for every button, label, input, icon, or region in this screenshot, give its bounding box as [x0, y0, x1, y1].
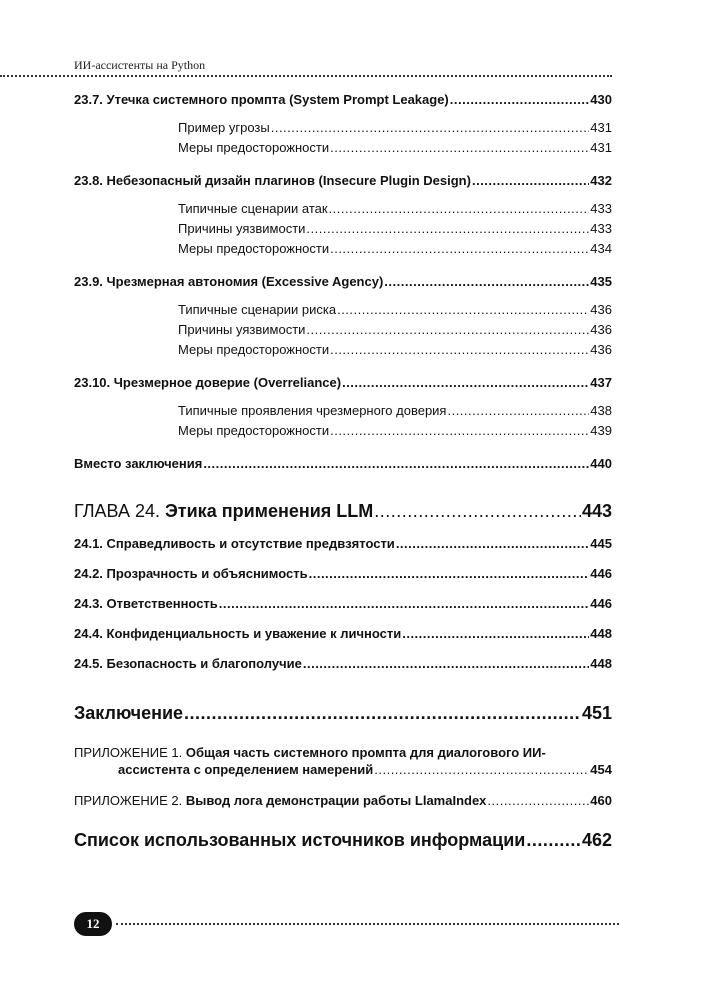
toc-entry-title: 24.2. Прозрачность и объяснимость — [74, 566, 308, 581]
dot-leader — [306, 322, 589, 338]
page-number-badge: 12 — [74, 912, 112, 936]
toc-appendix-1[interactable] — [74, 744, 612, 778]
appendix-1-prefix: ПРИЛОЖЕНИЕ 1. — [74, 745, 186, 760]
toc-entry-page: 437 — [590, 375, 612, 390]
dot-leader — [330, 423, 589, 439]
toc-subsection[interactable] — [178, 403, 612, 419]
toc-entry-title: Причины уязвимости — [178, 322, 306, 337]
toc-entry-title: Меры предосторожности — [178, 342, 330, 357]
toc-chapter-24[interactable] — [74, 500, 612, 522]
dot-leader — [396, 536, 589, 552]
dot-leader — [447, 403, 589, 419]
toc-entry-title: 24.5. Безопасность и благополучие — [74, 656, 302, 671]
conclusion-page: 451 — [581, 703, 612, 723]
dot-leader — [374, 500, 581, 522]
toc-chapter-24-sections — [74, 536, 612, 672]
dot-leader — [330, 241, 589, 257]
toc-entry-title: Типичные сценарии атак — [178, 201, 328, 216]
appendix-1-title-line1: Общая часть системного промпта для диалогового ИИ- — [185, 745, 546, 760]
toc-subsection[interactable] — [178, 423, 612, 439]
table-of-contents — [74, 92, 612, 851]
toc-section[interactable] — [74, 656, 612, 672]
footer-divider — [116, 923, 619, 925]
appendix-2-prefix: ПРИЛОЖЕНИЕ 2. — [74, 793, 186, 808]
toc-entry-title: Пример угрозы — [178, 120, 270, 135]
toc-entry-page: 448 — [590, 656, 612, 671]
toc-entry-title: Типичные сценарии риска — [178, 302, 337, 317]
page-footer — [74, 912, 619, 936]
toc-section[interactable] — [74, 596, 612, 612]
toc-entry-page: 435 — [590, 274, 612, 289]
dot-leader — [303, 656, 589, 672]
toc-entry-title: 23.8. Небезопасный дизайн плагинов (Insecure Plugin Design) — [74, 173, 471, 188]
appendix-1-page: 454 — [590, 762, 612, 777]
dot-leader — [306, 221, 589, 237]
toc-entry-title: 23.10. Чрезмерное доверие (Overreliance) — [74, 375, 342, 390]
toc-entry-title: Меры предосторожности — [178, 140, 330, 155]
toc-section[interactable] — [74, 456, 612, 472]
toc-subsection[interactable] — [178, 140, 612, 156]
dot-leader — [309, 566, 590, 582]
chapter-prefix: ГЛАВА 24. — [74, 501, 165, 521]
dot-leader — [402, 626, 589, 642]
toc-entry-page: 433 — [590, 201, 612, 216]
toc-entry-page: 436 — [590, 322, 612, 337]
toc-entry-title: 24.1. Справедливость и отсутствие предвзятости — [74, 536, 395, 551]
dot-leader — [472, 173, 589, 189]
appendix-2-title: Вывод лога демонстрации работы LlamaIndex — [185, 793, 487, 808]
chapter-title: Этика применения LLM — [165, 501, 374, 521]
running-head: ИИ-ассистенты на Python — [74, 58, 206, 72]
toc-section[interactable] — [74, 566, 612, 582]
toc-entry-title: 23.9. Чрезмерная автономия (Excessive Agency) — [74, 274, 384, 289]
toc-section[interactable] — [74, 626, 612, 642]
toc-section[interactable] — [74, 173, 612, 189]
sources-title: Список использованных источников информации — [74, 830, 526, 850]
toc-entry-page: 448 — [590, 626, 612, 641]
toc-entry-page: 446 — [590, 566, 612, 581]
dot-leader — [384, 274, 589, 290]
toc-section[interactable] — [74, 274, 612, 290]
dot-leader — [329, 201, 590, 217]
dot-leader — [203, 456, 589, 472]
toc-entry-page: 440 — [590, 456, 612, 471]
toc-entry-page: 433 — [590, 221, 612, 236]
toc-appendix-2[interactable] — [74, 792, 612, 809]
toc-section[interactable] — [74, 375, 612, 391]
toc-section[interactable] — [74, 92, 612, 108]
sources-page: 462 — [581, 830, 612, 850]
toc-sources[interactable] — [74, 829, 612, 851]
toc-part-23 — [74, 92, 612, 472]
toc-section[interactable] — [74, 536, 612, 552]
dot-leader — [374, 761, 589, 778]
dot-leader — [184, 702, 581, 724]
toc-subsection[interactable] — [178, 221, 612, 237]
toc-entry-title: 24.4. Конфиденциальность и уважение к личности — [74, 626, 402, 641]
toc-entry-page: 430 — [590, 92, 612, 107]
toc-entry-page: 434 — [590, 241, 612, 256]
chapter-page: 443 — [581, 501, 612, 521]
toc-entry-page: 446 — [590, 596, 612, 611]
toc-entry-title: Типичные проявления чрезмерного доверия — [178, 403, 447, 418]
toc-subsection[interactable] — [178, 342, 612, 358]
toc-entry-title: Вместо заключения — [74, 456, 203, 471]
toc-entry-title: 23.7. Утечка системного промпта (System Prompt Leakage) — [74, 92, 449, 107]
dot-leader — [330, 342, 589, 358]
toc-entry-title: Меры предосторожности — [178, 241, 330, 256]
toc-subsection[interactable] — [178, 302, 612, 318]
header-divider — [0, 75, 612, 77]
toc-entry-page: 431 — [590, 120, 612, 135]
toc-entry-page: 445 — [590, 536, 612, 551]
dot-leader — [342, 375, 589, 391]
dot-leader — [271, 120, 590, 136]
conclusion-title: Заключение — [74, 703, 184, 723]
toc-subsection[interactable] — [178, 322, 612, 338]
toc-subsection[interactable] — [178, 241, 612, 257]
toc-subsection[interactable] — [178, 120, 612, 136]
toc-entry-page: 439 — [590, 423, 612, 438]
toc-entry-title: Меры предосторожности — [178, 423, 330, 438]
toc-entry-page: 436 — [590, 302, 612, 317]
toc-entry-page: 432 — [590, 173, 612, 188]
appendix-2-page: 460 — [590, 793, 612, 808]
dot-leader — [526, 829, 581, 851]
toc-subsection[interactable] — [178, 201, 612, 217]
toc-entry-page: 431 — [590, 140, 612, 155]
toc-entry-title: Причины уязвимости — [178, 221, 306, 236]
toc-conclusion[interactable] — [74, 702, 612, 724]
toc-entry-page: 436 — [590, 342, 612, 357]
toc-entry-page: 438 — [590, 403, 612, 418]
toc-entry-title: 24.3. Ответственность — [74, 596, 218, 611]
dot-leader — [450, 92, 590, 108]
appendix-1-title-line2: ассистента с определением намерений — [118, 762, 374, 777]
dot-leader — [337, 302, 589, 318]
dot-leader — [487, 792, 589, 809]
dot-leader — [219, 596, 590, 612]
dot-leader — [330, 140, 589, 156]
